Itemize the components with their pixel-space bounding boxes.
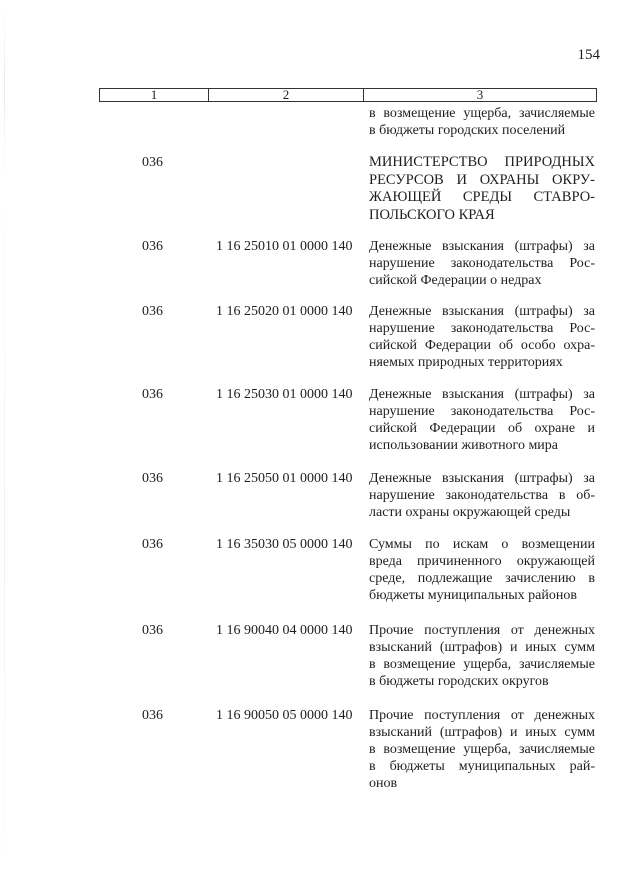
description-line: в возмещение ущерба, зачисляемые xyxy=(369,106,595,121)
header-col-1: 1 xyxy=(100,89,209,101)
description xyxy=(369,105,595,139)
description xyxy=(369,470,595,521)
description-line: Денежные взыскания (штрафы) за xyxy=(369,387,595,402)
budget-code: 1 16 25050 01 0000 140 xyxy=(216,471,353,486)
description-line: онов xyxy=(369,776,398,791)
description-line: ласти охраны окружающей среды xyxy=(369,505,571,520)
description-line: Прочие поступления от денежных xyxy=(369,708,595,723)
budget-code: 1 16 25020 01 0000 140 xyxy=(216,304,353,319)
admin-code: 036 xyxy=(142,304,163,319)
description-line: вреда причиненного окружающей xyxy=(369,554,595,569)
budget-code: 1 16 25030 01 0000 140 xyxy=(216,387,353,402)
scan-margin-shadow xyxy=(4,0,5,891)
admin-code: 036 xyxy=(142,537,163,552)
description-line: нарушение законодательства Рос- xyxy=(369,256,595,271)
description-line: бюджеты муниципальных районов xyxy=(369,588,577,603)
description-line: использовании животного мира xyxy=(369,438,559,453)
description-line: МИНИСТЕРСТВО ПРИРОДНЫХ xyxy=(369,154,595,170)
budget-code: 1 16 90050 05 0000 140 xyxy=(216,708,353,723)
description-line: в возмещение ущерба, зачисляемые xyxy=(369,742,595,757)
description xyxy=(369,707,595,792)
description-line: Прочие поступления от денежных xyxy=(369,623,595,638)
page-number: 154 xyxy=(577,47,600,63)
description xyxy=(369,622,595,690)
description-line: ПОЛЬСКОГО КРАЯ xyxy=(369,206,495,223)
description-line: нарушение законодательства в об- xyxy=(369,488,595,503)
admin-code: 036 xyxy=(142,708,163,723)
description-line: Денежные взыскания (штрафы) за xyxy=(369,239,595,254)
budget-code: 1 16 35030 05 0000 140 xyxy=(216,537,353,552)
description-line: сийской Федерации об охране и xyxy=(369,421,595,436)
description-line: сийской Федерации о недрах xyxy=(369,273,542,288)
description-line: РЕСУРСОВ И ОХРАНЫ ОКРУ- xyxy=(369,171,595,188)
admin-code: 036 xyxy=(142,471,163,486)
description xyxy=(369,238,595,289)
description-line: в возмещение ущерба, зачисляемые xyxy=(369,657,595,672)
description-line: ЖАЮЩЕЙ СРЕДЫ СТАВРО- xyxy=(369,189,595,205)
header-col-3: 3 xyxy=(476,87,484,102)
description-line: взысканий (штрафов) и иных сумм xyxy=(369,640,595,655)
admin-code: 036 xyxy=(142,387,163,402)
admin-code: 036 xyxy=(142,623,163,638)
budget-code: 1 16 25010 01 0000 140 xyxy=(216,239,353,254)
table-header-row xyxy=(99,88,597,102)
description-line: в бюджеты городских поселений xyxy=(369,123,566,138)
header-col-2: 2 xyxy=(209,89,364,101)
description-line: среде, подлежащие зачислению в xyxy=(369,571,595,586)
description xyxy=(369,536,595,604)
description-line: нарушение законодательства Рос- xyxy=(369,404,595,419)
description-line: Денежные взыскания (штрафы) за xyxy=(369,471,595,486)
budget-code: 1 16 90040 04 0000 140 xyxy=(216,623,353,638)
description-line: Суммы по искам о возмещении xyxy=(369,537,595,552)
description-line: сийской Федерации об особо охра- xyxy=(369,338,595,353)
description-line: в бюджеты городских округов xyxy=(369,674,549,689)
description-line: няемых природных территориях xyxy=(369,355,563,370)
description-line: взысканий (штрафов) и иных сумм xyxy=(369,725,595,740)
description xyxy=(369,154,595,224)
description-line: нарушение законодательства Рос- xyxy=(369,321,595,336)
admin-code: 036 xyxy=(142,239,163,254)
admin-code: 036 xyxy=(142,155,163,170)
description xyxy=(369,303,595,371)
description xyxy=(369,386,595,454)
description-line: Денежные взыскания (штрафы) за xyxy=(369,304,595,319)
description-line: в бюджеты муниципальных рай- xyxy=(369,759,595,774)
